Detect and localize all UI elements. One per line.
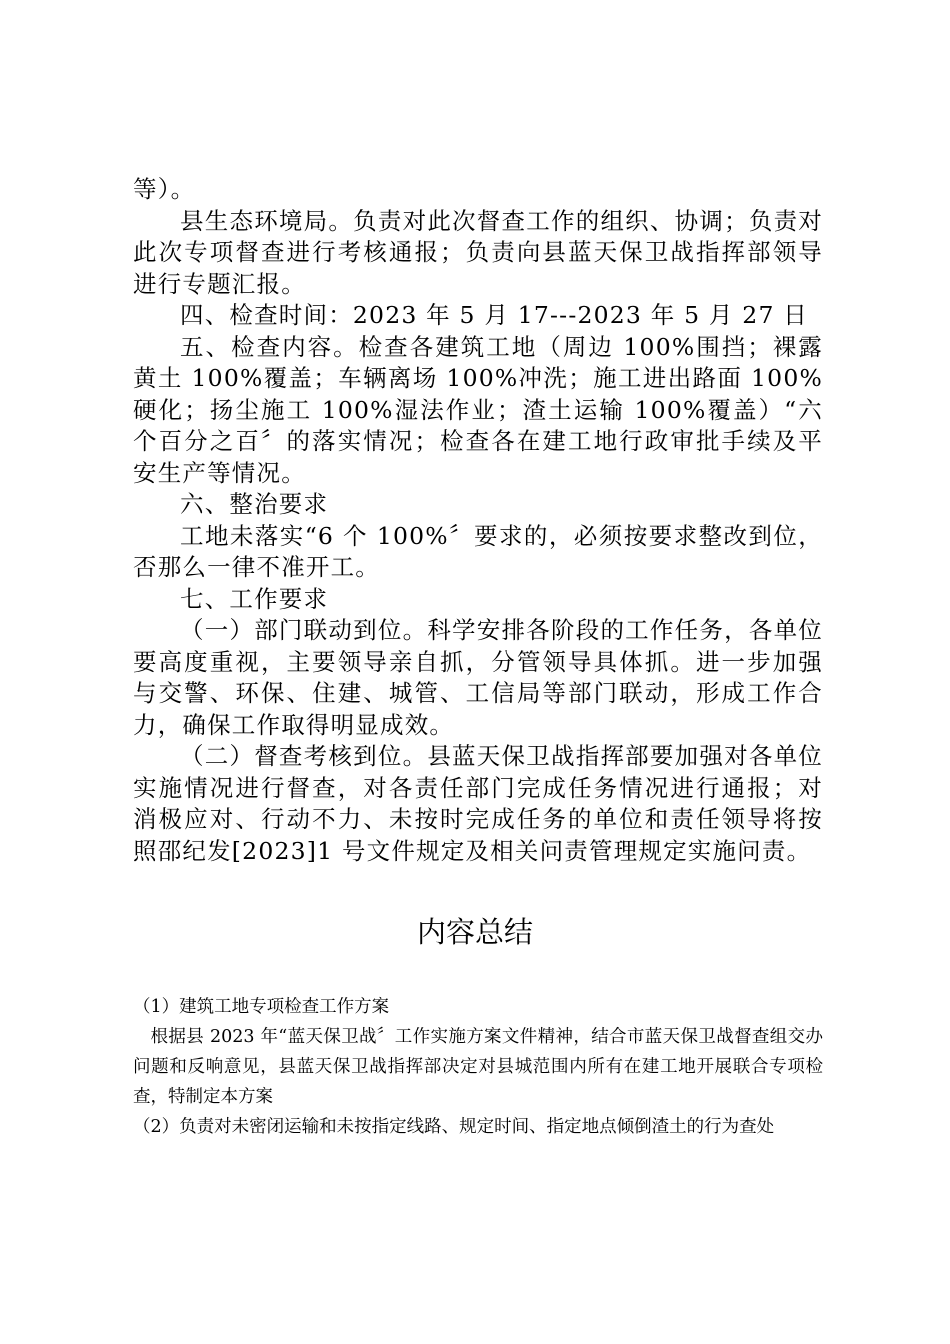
paragraph-inspection-time: 四、检查时间：2023 年 5 月 17---2023 年 5 月 27 日 [180, 301, 808, 329]
paragraph-department-linkage: （一）部门联动到位。科学安排各阶段的工作任务，各单位要高度重视，主要领导亲自抓，分管领导具体抓。进一步加强与交警、环保、住建、城管、工信局等部门联动，形成工作合力，确保工作取得明显成效。 [133, 616, 823, 739]
summary-item: （2）负责对未密闭运输和未按指定线路、规定时间、指定地点倾倒渣土的行为查处 [133, 1117, 775, 1137]
paragraph-eco-bureau: 县生态环境局。负责对此次督查工作的组织、协调；负责对此次专项督查进行考核通报；负责向县蓝天保卫战指挥部领导进行专题汇报。 [133, 206, 823, 298]
heading-rectification: 六、整治要求 [180, 490, 329, 518]
paragraph-inspection-content: 五、检查内容。检查各建筑工地（周边 100%围挡；裸露黄土 100%覆盖；车辆离场 100%冲洗；施工进出路面 100%硬化；扬尘施工 100%湿法作业；渣土运输 100%覆盖）“六个百分之百〞的落实情况；检查各在建工地行政审批手续及平安生产等情况。 [133, 332, 823, 487]
summary-item: 根据县 2023 年“蓝天保卫战〞工作实施方案文件精神，结合市蓝天保卫战督查组交办问题和反响意见，县蓝天保卫战指挥部决定对县城范围内所有在建工地开展联合专项检查，特制定本方案 [133, 1027, 823, 1107]
summary-item: （1）建筑工地专项检查工作方案 [133, 997, 390, 1017]
document-body [133, 174, 823, 867]
heading-work-requirements: 七、工作要求 [180, 584, 329, 613]
paragraph-continuation: 等）。 [133, 175, 196, 203]
summary-title: 内容总结 [416, 915, 533, 949]
paragraph-supervision: （二）督查考核到位。县蓝天保卫战指挥部要加强对各单位实施情况进行督查，对各责任部门完成任务情况进行通报；对消极应对、行动不力、未按时完成任务的单位和责任领导将按照邵纪发[2023]1 号文件规定及相关问责管理规定实施问责。 [133, 742, 823, 865]
summary-section [133, 992, 823, 1142]
paragraph-rectification: 工地未落实“6 个 100%〞要求的，必须按要求整改到位，否那么一律不准开工。 [133, 521, 823, 581]
